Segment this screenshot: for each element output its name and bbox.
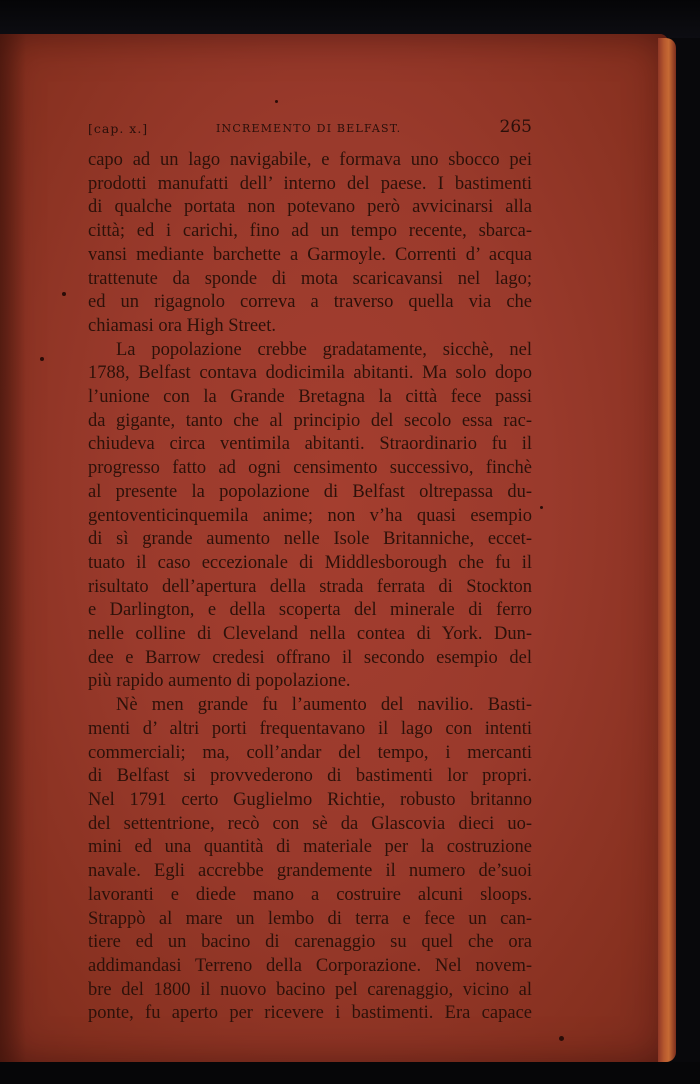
ink-speck: [559, 1036, 564, 1041]
text-line: chiamasi ora High Street.: [88, 315, 277, 336]
text-line: città; ed i carichi, fino ad un tempo recente, sbarca-: [88, 221, 532, 242]
running-title: INCREMENTO DI BELFAST.: [216, 122, 402, 135]
text-line: di qualche portata non potevano però avvicinarsi alla: [88, 197, 532, 218]
ink-speck: [40, 357, 44, 361]
page-header: [88, 117, 532, 141]
top-dark-strip: [0, 0, 700, 38]
text-line: vansi mediante barchette a Garmoyle. Correnti d’ acqua: [88, 244, 532, 265]
ink-speck: [275, 100, 278, 103]
text-line: da gigante, tanto che al principio del secolo essa rac-: [88, 410, 532, 431]
text-line: navale. Egli accrebbe grandemente il numero de’suoi: [88, 861, 532, 882]
text-line: al presente la popolazione di Belfast oltrepassa du-: [88, 481, 532, 502]
text-line: Strappò al mare un lembo di terra e fece un can-: [88, 908, 532, 929]
text-line: nelle colline di Cleveland nella contea di York. Dun-: [88, 624, 532, 645]
text-line: Nel 1791 certo Guglielmo Richtie, robusto britanno: [88, 789, 532, 810]
text-line: chiudeva circa ventimila abitanti. Straordinario fu il: [88, 434, 532, 455]
ink-speck: [540, 506, 543, 509]
text-line: tuato il caso eccezionale di Middlesborough che fu il: [88, 552, 532, 573]
text-line: dee e Barrow credesi offrano il secondo esempio del: [88, 647, 532, 668]
text-line: risultato dell’apertura della strada ferrata di Stockton: [88, 576, 532, 597]
text-line: 1788, Belfast contava dodicimila abitanti. Ma solo dopo: [88, 363, 532, 384]
text-line: bre del 1800 il nuovo bacino pel carenaggio, vicino al: [88, 979, 532, 1000]
text-line: prodotti manufatti dell’ interno del paese. I bastimenti: [88, 173, 532, 194]
bottom-dark-strip: [0, 1062, 700, 1084]
text-line: di Belfast si provvederono di bastimenti lor propri.: [88, 766, 532, 787]
text-line: trattenute da sponde di mota scaricavansi nel lago;: [88, 268, 532, 289]
text-line: l’unione con la Grande Bretagna la città fece passi: [88, 387, 532, 408]
text-line: addimandasi Terreno della Corporazione. Nel novem-: [88, 955, 532, 976]
body-text: [88, 149, 532, 1026]
chapter-label: [cap. x.]: [88, 121, 149, 136]
text-line: La popolazione crebbe gradatamente, sicchè, nel: [116, 339, 532, 360]
page-fore-edge: [658, 38, 676, 1062]
text-line: ponte, fu aperto per ricevere i bastimenti. Era capace: [88, 1003, 532, 1024]
text-line: gentoventicinquemila anime; non v’ha quasi esempio: [88, 505, 532, 526]
text-line: e Darlington, e della scoperta del minerale di ferro: [88, 600, 532, 621]
text-line: del settentrione, recò con sè da Glascovia dieci uo-: [88, 813, 532, 834]
gutter-shadow: [0, 34, 26, 1064]
text-line: lavoranti e diede mano a costruire alcuni sloops.: [88, 884, 532, 905]
text-line: più rapido aumento di popolazione.: [88, 671, 351, 692]
text-line: tiere ed un bacino di carenaggio su quel che ora: [88, 932, 532, 953]
text-line: commerciali; ma, coll’andar del tempo, i mercanti: [88, 742, 532, 763]
page-number: 265: [499, 117, 532, 137]
text-line: capo ad un lago navigabile, e formava uno sbocco pei: [88, 150, 532, 170]
text-line: di sì grande aumento nelle Isole Britanniche, eccet-: [88, 529, 532, 550]
text-line: menti d’ altri porti frequentavano il lago con intenti: [88, 718, 532, 739]
ink-speck: [62, 292, 66, 296]
text-line: ed un rigagnolo correva a traverso quella via che: [88, 292, 532, 313]
text-line: progresso fatto ad ogni censimento successivo, finchè: [88, 458, 532, 479]
text-line: mini ed una quantità di materiale per la costruzione: [88, 837, 532, 858]
text-line: Nè men grande fu l’aumento del navilio. Basti-: [116, 695, 532, 716]
